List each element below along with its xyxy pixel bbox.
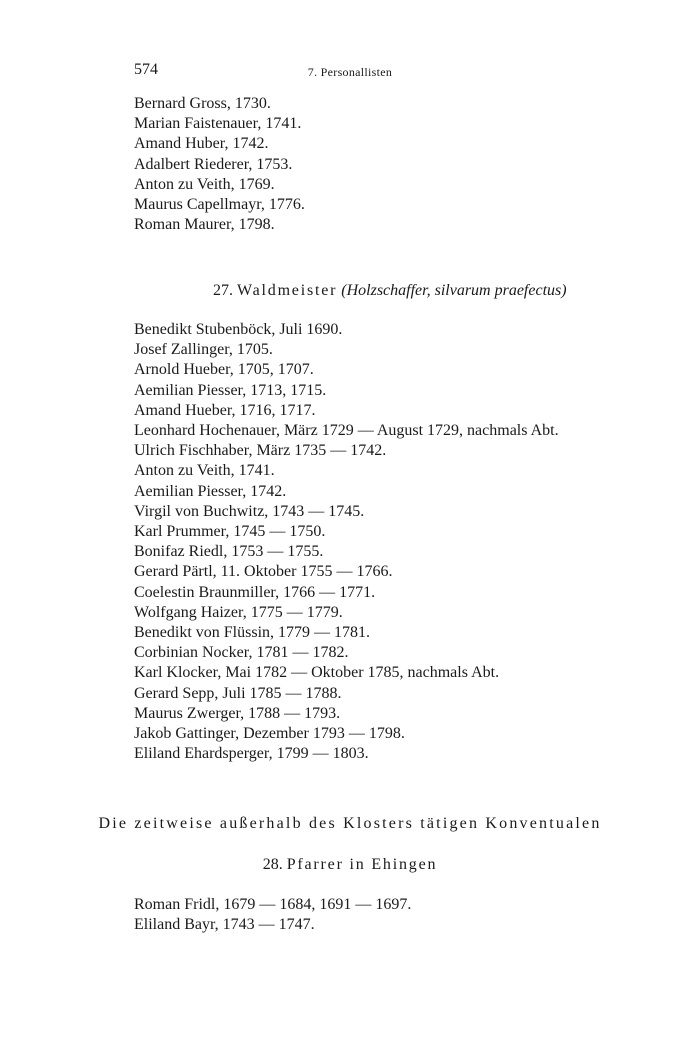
- list-item: Virgil von Buchwitz, 1743 — 1745.: [134, 502, 365, 520]
- list-item: Karl Prummer, 1745 — 1750.: [134, 523, 326, 541]
- list-item: Ulrich Fischhaber, März 1735 — 1742.: [134, 442, 387, 460]
- list-item: Wolfgang Haizer, 1775 — 1779.: [134, 603, 343, 621]
- list-item: Gerard Pärtl, 11. Oktober 1755 — 1766.: [134, 563, 393, 581]
- list-item: Arnold Hueber, 1705, 1707.: [134, 361, 314, 379]
- list-item: Benedikt von Flüssin, 1779 — 1781.: [134, 624, 371, 642]
- list-item: Karl Klocker, Mai 1782 — Oktober 1785, nachmals Abt.: [134, 664, 500, 682]
- list-top: [134, 94, 305, 235]
- list-item: Amand Hueber, 1716, 1717.: [134, 401, 316, 419]
- list-item: Roman Maurer, 1798.: [134, 216, 275, 234]
- list-item: Corbinian Nocker, 1781 — 1782.: [134, 644, 349, 662]
- list-item: Anton zu Veith, 1769.: [134, 175, 275, 193]
- list-item: Jakob Gattinger, Dezember 1793 — 1798.: [134, 725, 405, 743]
- list-item: Leonhard Hochenauer, März 1729 — August 1729, nachmals Abt.: [134, 422, 559, 440]
- list-item: Eliland Ehardsperger, 1799 — 1803.: [134, 745, 369, 763]
- list-item: Amand Huber, 1742.: [134, 135, 269, 153]
- section-heading: Die zeitweise außerhalb des Klosters tätigen Konventualen: [98, 815, 602, 832]
- list-item: Marian Faistenauer, 1741.: [134, 115, 302, 133]
- section-27-title: Waldmeister: [237, 282, 338, 299]
- list-item: Anton zu Veith, 1741.: [134, 462, 275, 480]
- list-item: Eliland Bayr, 1743 — 1747.: [134, 916, 315, 934]
- list-item: Benedikt Stubenböck, Juli 1690.: [134, 321, 343, 338]
- list-item: Roman Fridl, 1679 — 1684, 1691 — 1697.: [134, 896, 412, 913]
- list-item: Maurus Zwerger, 1788 — 1793.: [134, 704, 341, 722]
- section-27-list: [134, 320, 559, 764]
- list-item: Maurus Capellmayr, 1776.: [134, 196, 305, 214]
- section-28-number: 28.: [262, 856, 283, 873]
- section-27-subtitle: (Holzschaffer, silvarum praefectus): [341, 282, 567, 299]
- running-head: 7. Personallisten: [307, 65, 393, 79]
- section-28-title: Pfarrer in Ehingen: [286, 856, 438, 873]
- section-27-heading: [213, 282, 567, 300]
- list-item: Aemilian Piesser, 1713, 1715.: [134, 381, 327, 399]
- list-item: Josef Zallinger, 1705.: [134, 341, 273, 359]
- page-number: 574: [134, 61, 158, 78]
- list-item: Bernard Gross, 1730.: [134, 95, 271, 112]
- section-28-heading: [0, 856, 700, 874]
- list-item: Gerard Sepp, Juli 1785 — 1788.: [134, 684, 342, 702]
- list-item: Adalbert Riederer, 1753.: [134, 155, 293, 173]
- section-27-number: 27.: [213, 282, 233, 299]
- list-item: Bonifaz Riedl, 1753 — 1755.: [134, 543, 324, 561]
- section-28-list: [134, 895, 411, 935]
- list-item: Aemilian Piesser, 1742.: [134, 482, 287, 500]
- list-item: Coelestin Braunmiller, 1766 — 1771.: [134, 583, 376, 601]
